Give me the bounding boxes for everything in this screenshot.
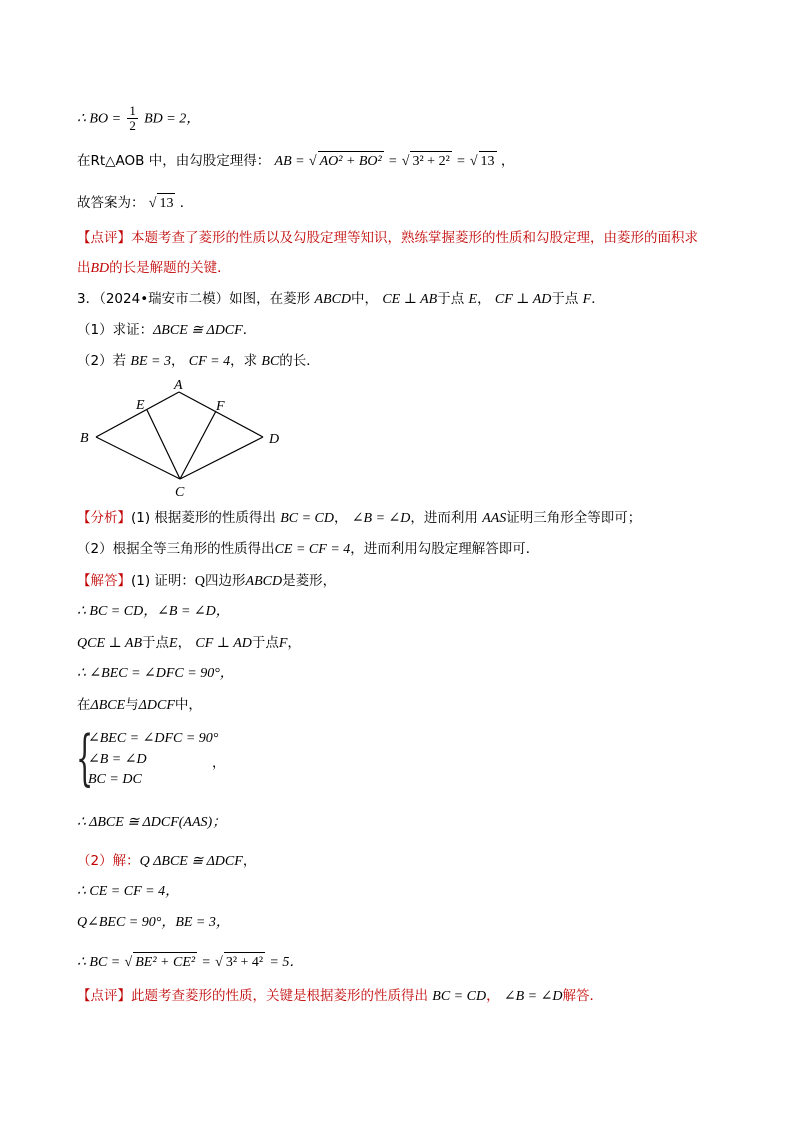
rhombus-figure bbox=[75, 375, 295, 500]
analysis-tag: 【分析】 bbox=[77, 510, 131, 526]
comment-1-line2: 出BD的长是解题的关键． bbox=[77, 260, 231, 276]
solution-9: Q∠BEC = 90°，BE = 3， bbox=[77, 915, 230, 930]
system-comma: ， bbox=[212, 755, 226, 771]
question-3-part2: （2）若 BE = 3， CF = 4，求 BC的长． bbox=[77, 353, 320, 369]
question-3: 3．（2024•瑞安市二模）如图，在菱形 ABCD中， CE ⊥ AB于点 E， CF ⊥ AD于点 F． bbox=[77, 291, 605, 307]
comment-tag: 【点评】 bbox=[77, 988, 131, 1004]
label-c: C bbox=[175, 485, 185, 500]
line-bo: ∴ BO = $\frac{1}{2}$ BD = 2， bbox=[77, 103, 201, 133]
solution-7: （2）解：Q ΔBCE ≅ ΔDCF， bbox=[77, 853, 257, 869]
segment-cf bbox=[180, 411, 216, 479]
solution-tag: 【解答】 bbox=[77, 573, 131, 589]
edge-bc bbox=[96, 437, 180, 479]
analysis-1: 【分析】(1) 根据菱形的性质得出 BC = CD， ∠B = ∠D，进而利用 AAS证明三角形全等即可； bbox=[77, 510, 642, 526]
label-b: B bbox=[80, 431, 89, 446]
solution-8: ∴ CE = CF = 4， bbox=[77, 884, 180, 899]
solution-4: ∴ ∠BEC = ∠DFC = 90°， bbox=[77, 666, 234, 681]
solution-6: ∴ ΔBCE ≅ ΔDCF(AAS)； bbox=[77, 815, 227, 830]
label-a: A bbox=[174, 378, 183, 393]
question-3-part1: （1）求证：ΔBCE ≅ ΔDCF． bbox=[77, 322, 257, 338]
label-e: E bbox=[136, 398, 145, 413]
comment-2: 【点评】此题考查菱形的性质，关键是根据菱形的性质得出 BC = CD， ∠B = ∠D解答． bbox=[77, 988, 603, 1004]
system-line-2: ∠B = ∠D bbox=[88, 752, 147, 767]
solution-10: ∴ BC = √ BE² + CE² = √ 3² + 4² = 5． bbox=[77, 952, 303, 973]
system-line-1: ∠BEC = ∠DFC = 90° bbox=[88, 731, 219, 746]
system-brace: { bbox=[76, 723, 94, 793]
label-d: D bbox=[269, 432, 280, 447]
edge-cd bbox=[180, 437, 263, 479]
solution-1: 【解答】(1) 证明：Q四边形ABCD是菱形， bbox=[77, 573, 337, 589]
analysis-2: （2）根据全等三角形的性质得出CE = CF = 4，进而利用勾股定理解答即可． bbox=[77, 541, 540, 557]
label-f: F bbox=[216, 399, 225, 414]
comment-1-line1: 【点评】本题考查了菱形的性质以及勾股定理等知识，熟练掌握菱形的性质和勾股定理，由菱形的面积求 bbox=[77, 230, 698, 246]
comment-tag: 【点评】 bbox=[77, 230, 131, 246]
line-answer: 故答案为： √ 13 ． bbox=[77, 193, 193, 214]
solution-3: QCE ⊥ AB于点E， CF ⊥ AD于点F， bbox=[77, 635, 301, 651]
fraction-half: $\frac{1}{2}$ bbox=[129, 103, 136, 133]
system-line-3: BC = DC bbox=[88, 772, 142, 787]
segment-ce bbox=[147, 410, 180, 479]
line-pythagoras-ab: 在Rt△AOB 中，由勾股定理得： AB = √ AO² + BO² = √ 3² + 2² = √ 13 ， bbox=[77, 151, 514, 172]
solution-5: 在ΔBCE与ΔDCF中， bbox=[77, 697, 202, 713]
solution-2: ∴ BC = CD，∠B = ∠D， bbox=[77, 604, 230, 619]
